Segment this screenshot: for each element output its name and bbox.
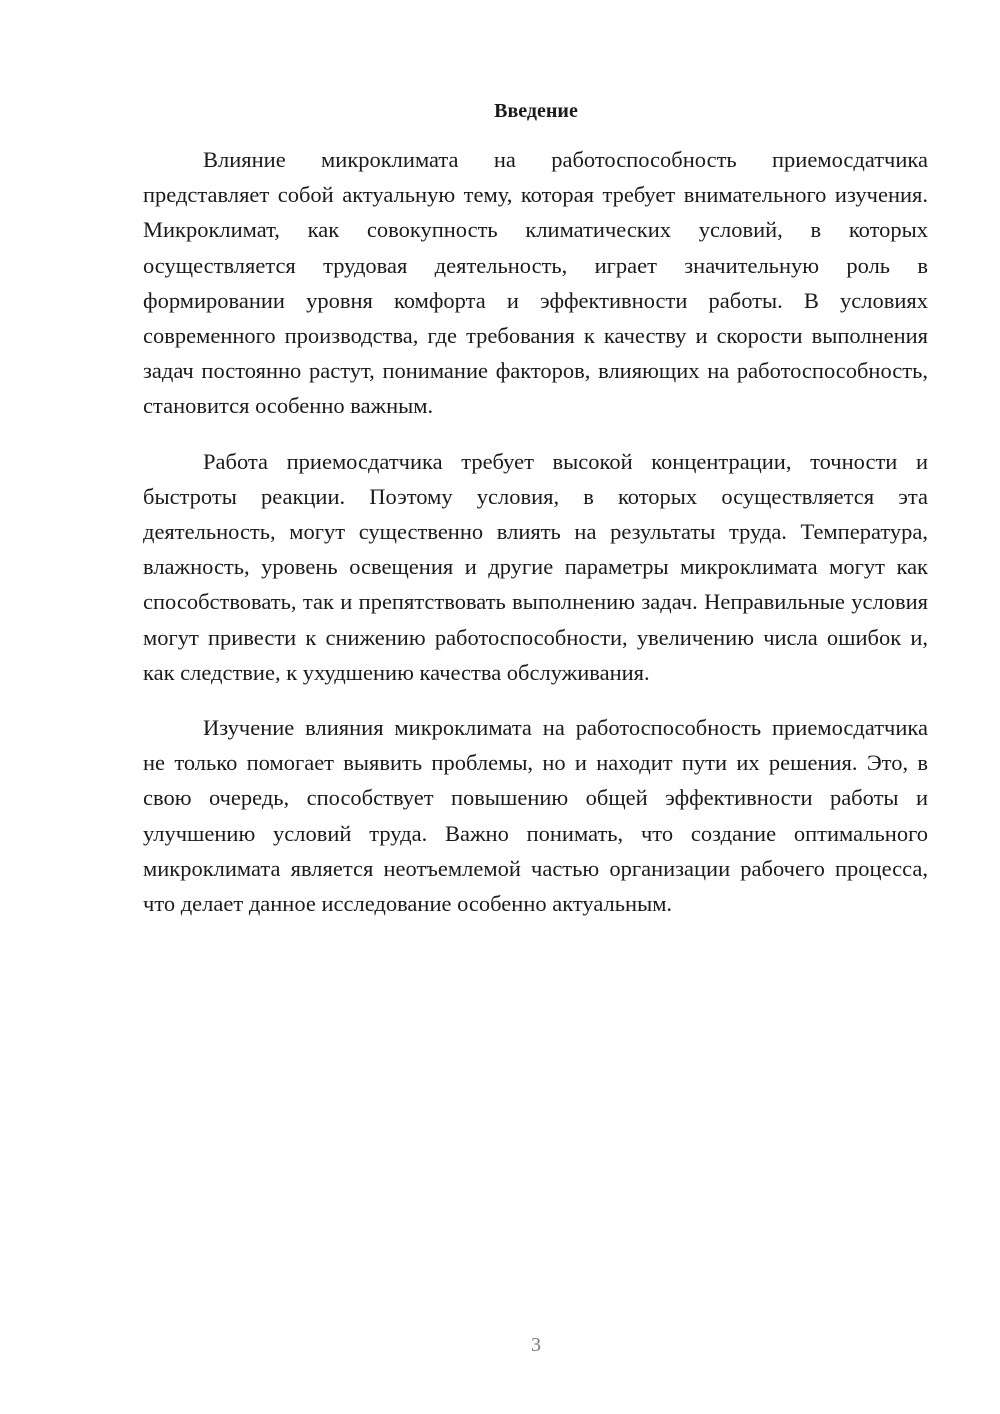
paragraph-3: Изучение влияния микроклимата на работоспособность приемосдатчика не только помогает выявить проблемы, но и находит пути их решения. Это, в свою очередь, способствует повышению общей эффективности работы и улучшению условий труда. Важно понимать, что создание оптимального микроклимата является неотъемлемой частью организации рабочего процесса, что делает данное исследование особенно актуальным. [143,715,928,917]
body-text [143,142,928,921]
paragraph-2: Работа приемосдатчика требует высокой концентрации, точности и быстроты реакции. Поэтому условия, в которых осуществляется эта деятельность, могут существенно влиять на результаты труда. Температура, влажность, уровень освещения и другие параметры микроклимата могут как способствовать, так и препятствовать выполнению задач. Неправильные условия могут привести к снижению работоспособности, увеличению числа ошибок и, как следствие, к ухудшению качества обслуживания. [143,448,928,685]
page-number: 3 [531,1334,541,1356]
section-heading: Введение [494,100,578,122]
paragraph-1: Влияние микроклимата на работоспособность приемосдатчика представляет собой актуальную тему, которая требует внимательного изучения. Микроклимат, как совокупность климатических условий, в которых осуществляется трудовая деятельность, играет значительную роль в формировании уровня комфорта и эффективности работы. В условиях современного производства, где требования к качеству и скорости выполнения задач постоянно растут, понимание факторов, влияющих на работоспособность, становится особенно важным. [143,147,928,419]
